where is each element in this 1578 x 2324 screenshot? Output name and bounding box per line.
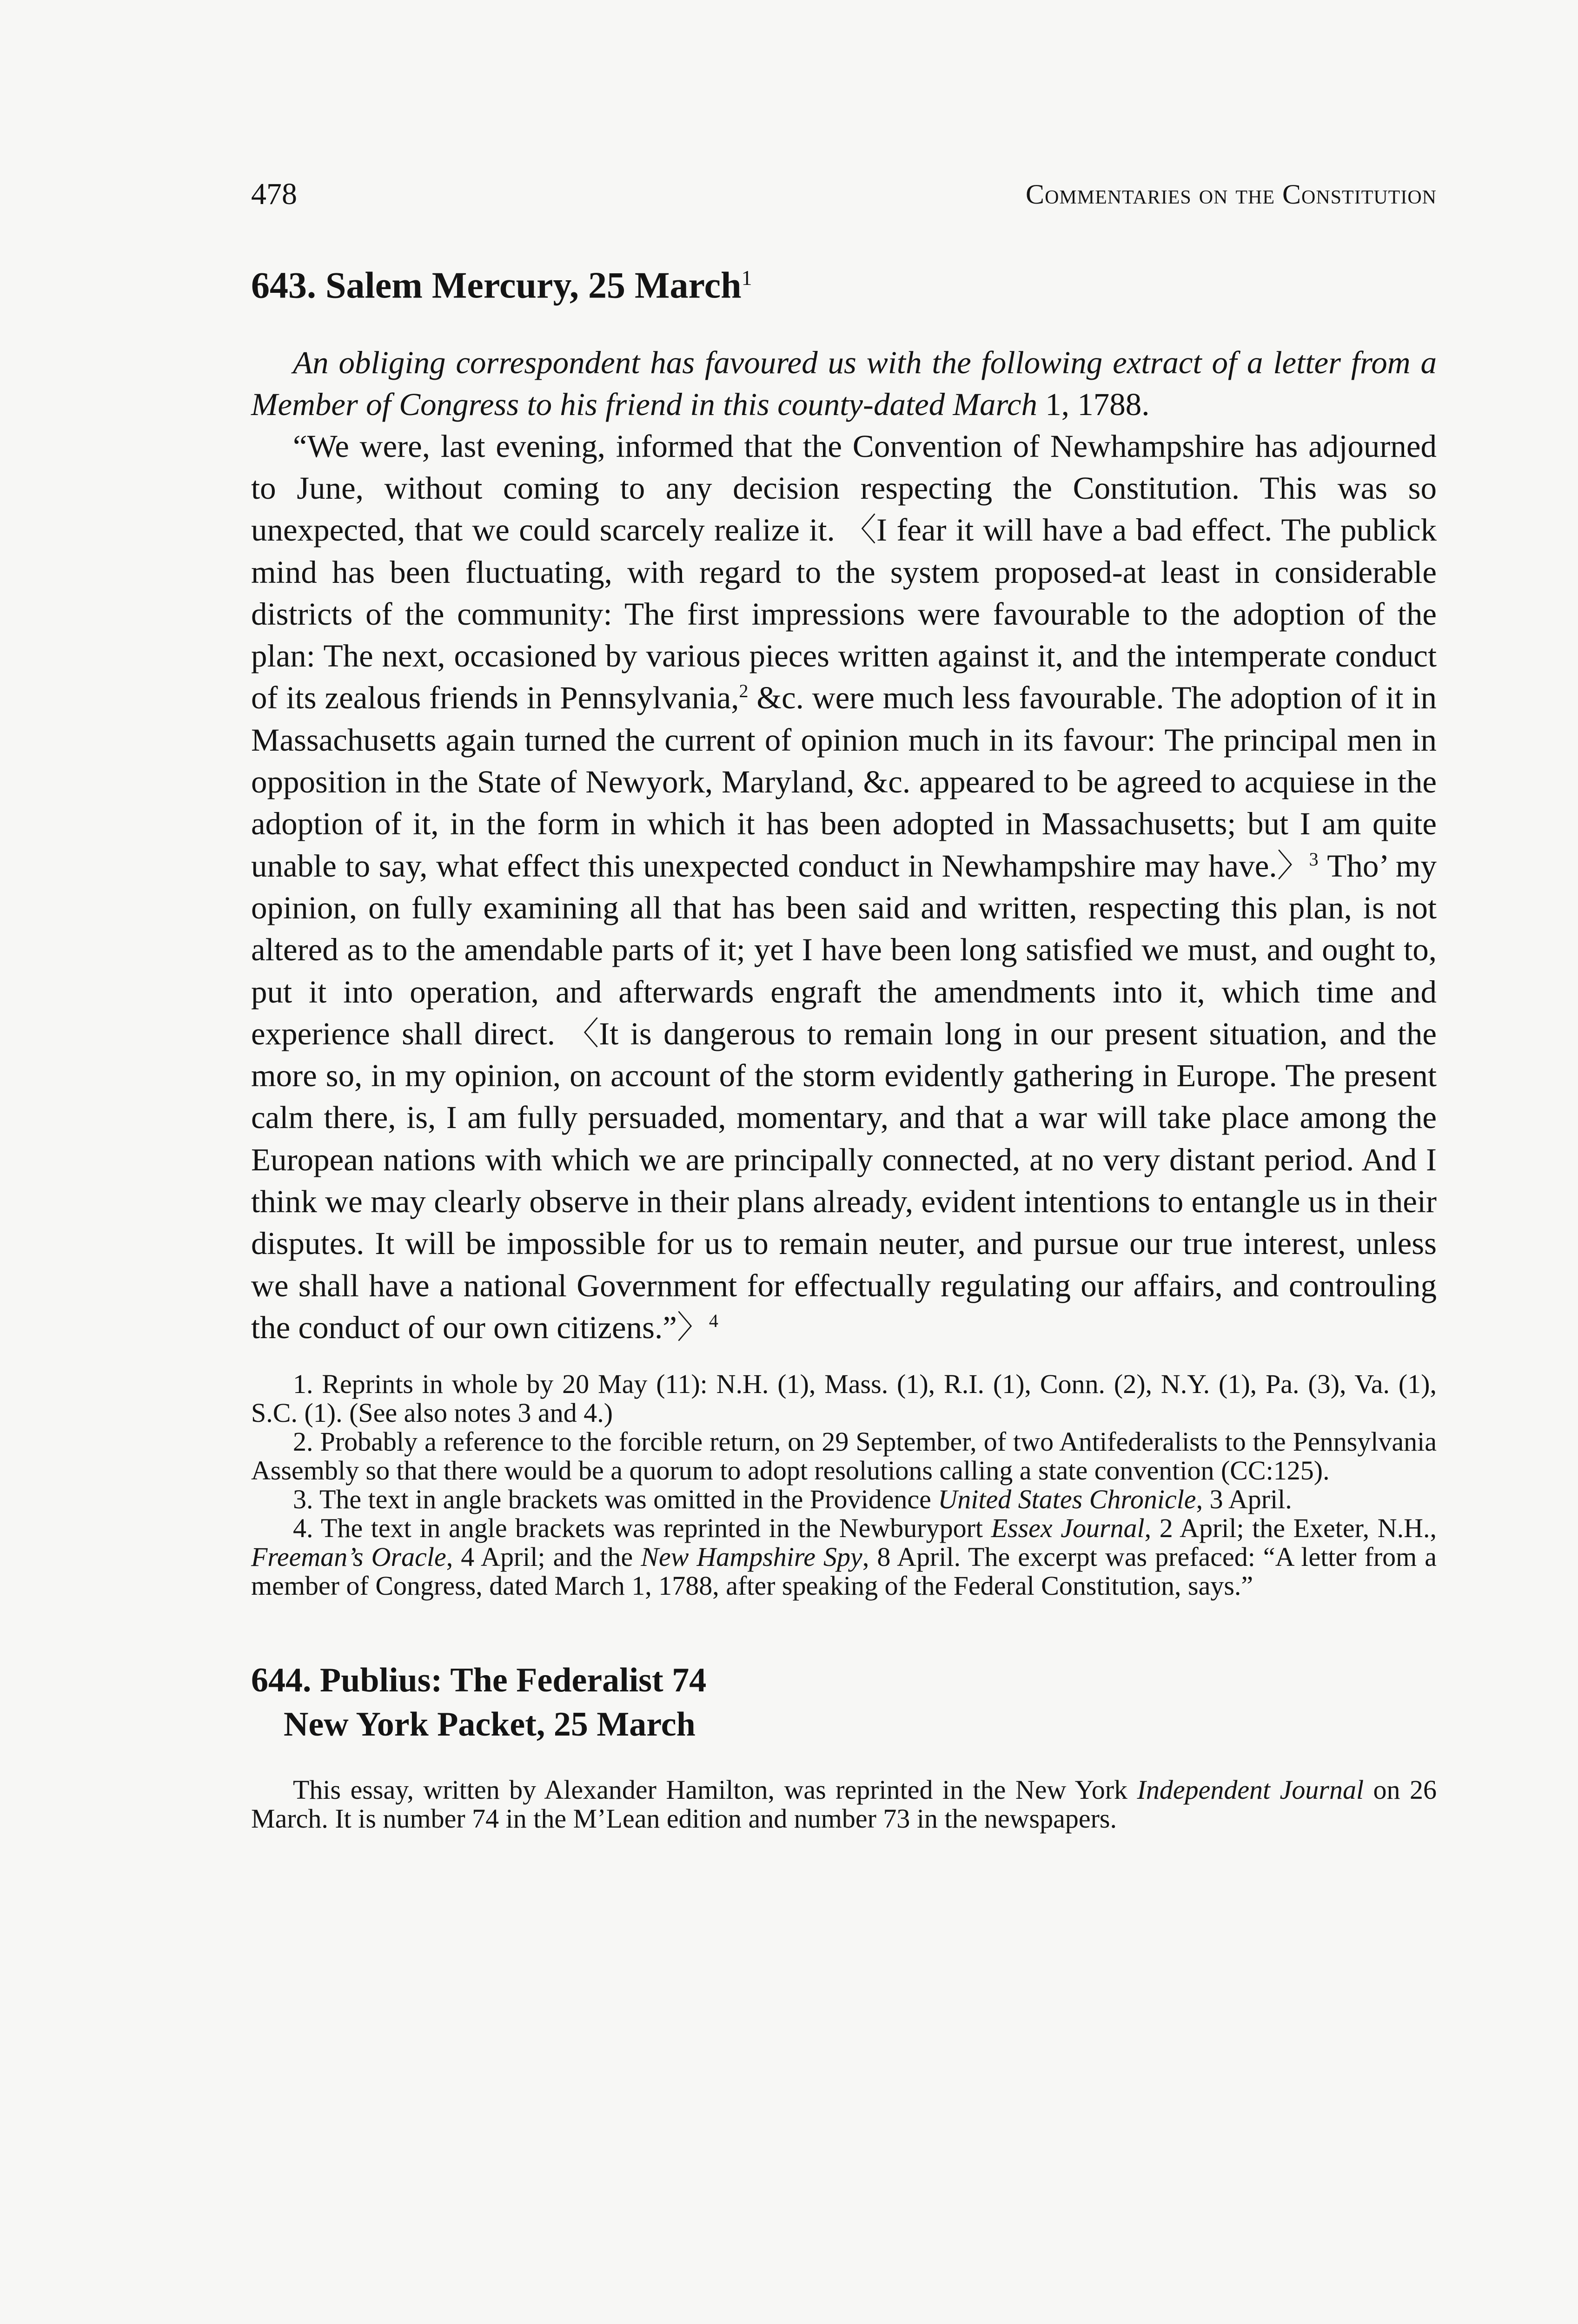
letter-extract — [251, 425, 1437, 1349]
letter-text-part1: “We were, last evening, informed that the Convention of Newhampshire has adjourned to June, without coming to any decision respecting the Constitution. This was so unexpected, that we could scarcely realize it. 〈I fear it will have a bad effect. The publick mind has been fluctuating, with regard to the system proposed-at least in considerable districts of the community: The first impressions were favourable to the adoption of the plan: The next, occasioned by various pieces written against it, and the intemperate conduct of its zealous friends in Pennsylvania, — [251, 428, 1437, 716]
footnote-3 — [251, 1485, 1437, 1514]
running-head: Commentaries on the Constitution — [1026, 179, 1437, 210]
footnote-4-newspaper-2: Freeman’s Oracle — [251, 1542, 446, 1572]
footnote-2: 2. Probably a reference to the forcible return, on 29 September, of two Antifederalists to the Pennsylvania Assembly so that there would be a quorum to adopt resolutions calling a state convention (CC:125). — [251, 1426, 1437, 1486]
footnote-marker-3: 3 — [1309, 848, 1319, 870]
document-heading-643 — [251, 255, 1437, 309]
footnote-4-text-d: , 8 April. The excerpt was prefaced: “A letter from a member of Congress, dated March 1, 1788, after speaking of the Federal Constitution, says.” — [251, 1542, 1437, 1601]
footnote-marker-1: 1 — [741, 266, 752, 290]
page-number: 478 — [251, 177, 297, 211]
footnote-4-text-c: , 4 April; and the — [446, 1542, 641, 1572]
document-heading-644-title: 644. Publius: The Federalist 74 — [251, 1661, 707, 1700]
document-heading-644-source: New York Packet, 25 March — [284, 1705, 696, 1744]
editorial-note-644-text-a: This essay, written by Alexander Hamilton, was reprinted in the New York — [293, 1774, 1137, 1805]
footnote-marker-4: 4 — [709, 1310, 718, 1331]
footnote-3-text: 3. The text in angle brackets was omitted in the Providence — [293, 1484, 938, 1515]
footnote-marker-2: 2 — [739, 680, 749, 702]
editorial-note-644-text-b: on 26 March. It is number 74 in the M’Lean edition and number 73 in the newspapers. — [251, 1774, 1437, 1834]
footnote-4 — [251, 1514, 1437, 1600]
footnote-3-date: , 3 April. — [1196, 1484, 1292, 1515]
footnote-4-text-a: 4. The text in angle brackets was reprinted in the Newburyport — [293, 1513, 991, 1544]
footnote-4-newspaper-3: New Hampshire Spy — [641, 1542, 862, 1572]
page-header — [251, 177, 1437, 218]
footnote-4-text-b: , 2 April; the Exeter, N.H., — [1144, 1513, 1437, 1544]
document-heading-643-text: 643. Salem Mercury, 25 March — [251, 265, 742, 306]
page-content — [251, 255, 1437, 1833]
editorial-note-644-newspaper: Independent Journal — [1137, 1774, 1364, 1805]
footnote-3-newspaper: United States Chronicle — [938, 1484, 1196, 1515]
intro-paragraph — [251, 342, 1437, 425]
editorial-note-644 — [251, 1776, 1437, 1833]
letter-text-part2: &c. were much less favourable. The adoption of it in Massachusetts again turned the current of opinion much in its favour: The principal men in opposition in the State of Newyork, Maryland, &c. appeared to be agreed to acquiese in the adoption of it, in the form in which it has been adopted in Massachusetts; but I am quite unable to say, what effect this unexpected conduct in Newhampshire may have.〉 — [251, 680, 1437, 884]
footnote-4-newspaper-1: Essex Journal — [991, 1513, 1145, 1544]
intro-italic-text: An obliging correspondent has favoured us with the following extract of a letter from a Member of Congress to his friend in this county-dated March — [251, 344, 1437, 422]
letter-text-part3: Tho’ my opinion, on fully examining all that has been said and written, respecting this plan, is not altered as to the amendable parts of it; yet I have been long satisfied we must, and ought to, put it into operation, and afterwards engraft the amendments into it, which time and experience shall direct. 〈It is dangerous to remain long in our present situation, and the more so, in my opinion, on account of the storm evidently gathering in Europe. The present calm there, is, I am fully persuaded, momentary, and that a war will take place among the European nations with which we are principally connected, at no very distant period. And I think we may clearly observe in their plans already, evident intentions to entangle us in their disputes. It will be impossible for us to remain neuter, and pursue our true interest, unless we shall have a national Government for effectually regulating our affairs, and controuling the conduct of our own citizens.”〉 — [251, 848, 1437, 1345]
intro-date: 1, 1788. — [1037, 386, 1150, 422]
document-heading-644 — [251, 1658, 1437, 1747]
footnotes — [251, 1370, 1437, 1600]
footnote-1: 1. Reprints in whole by 20 May (11): N.H. (1), Mass. (1), R.I. (1), Conn. (2), N.Y. (1), Pa. (3), Va. (1), S.C. (1). (See also notes 3 and 4.) — [251, 1369, 1437, 1428]
